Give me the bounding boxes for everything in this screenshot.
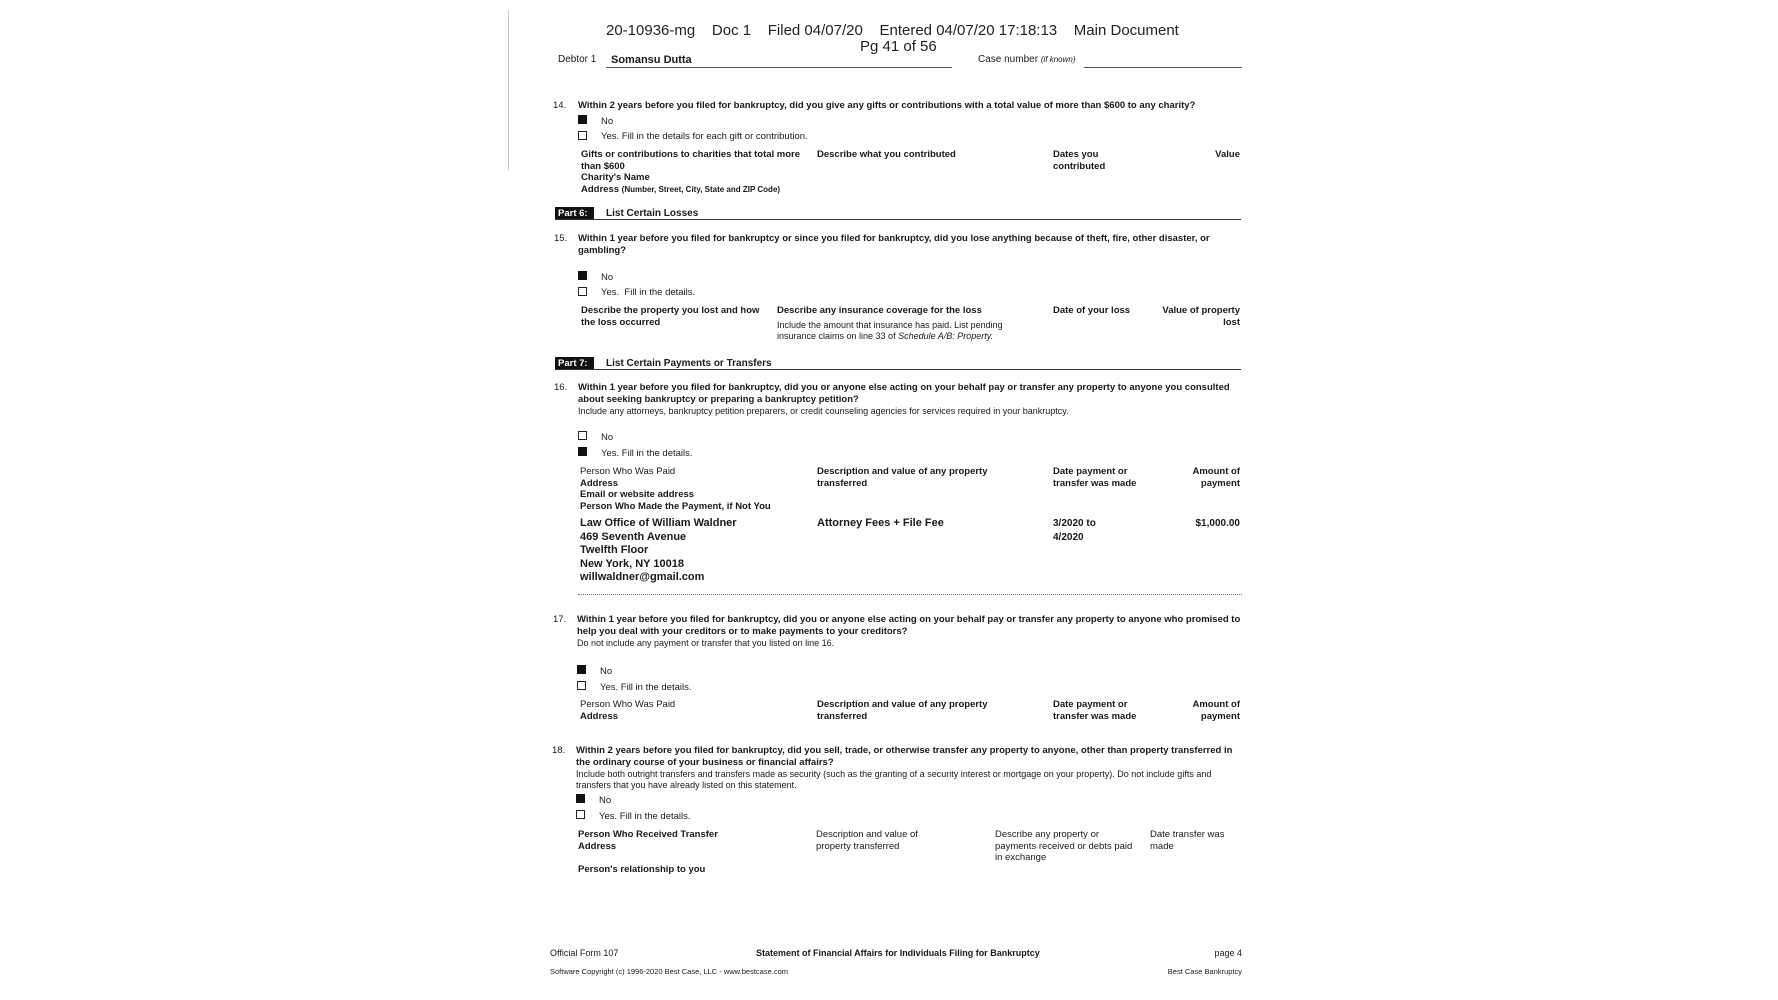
q15-yes-label: Yes. Fill in the details. (601, 287, 696, 298)
q17-number: 17. (553, 614, 567, 625)
q18-yes-label: Yes. Fill in the details. (599, 811, 691, 822)
q15-number: 15. (554, 233, 568, 244)
q17-col-date: Date payment or transfer was made (1053, 699, 1137, 722)
q14-no-checkbox[interactable] (578, 115, 587, 124)
q15-col-property: Describe the property you lost and how the loss occurred (581, 305, 760, 328)
q16-question: Within 1 year before you filed for bankruptcy, did you or anyone else acting on your behalf pay or transfer any property to anyone you consulted about seeking bankruptcy or preparing a bankruptcy petition? (578, 382, 1230, 405)
part6-tag: Part 6: (555, 207, 594, 220)
q16-entry-address-3: New York, NY 10018 (580, 557, 684, 570)
q18-no-checkbox[interactable] (576, 794, 585, 803)
q15-question: Within 1 year before you filed for bankruptcy or since you filed for bankruptcy, did you lose anything because of theft, fire, other disaster, or gambling? (578, 233, 1210, 256)
footer-page-number: page 4 (1214, 948, 1242, 958)
q16-number: 16. (554, 382, 568, 393)
q18-col-relationship: Person's relationship to you (578, 864, 706, 875)
q14-yes-checkbox[interactable] (578, 131, 587, 140)
q15-col-insurance-note: Include the amount that insurance has paid. List pending insurance claims on line 33 of Schedule A/B: Property. (777, 319, 1003, 341)
q16-col-date: Date payment or transfer was made (1053, 466, 1137, 489)
q18-no-label: No (599, 795, 612, 806)
q16-entry-date-1: 3/2020 to (1053, 518, 1096, 529)
q17-note: Do not include any payment or transfer that you listed on line 16. (577, 638, 835, 648)
footer-copyright: Software Copyright (c) 1996-2020 Best Case, LLC - www.bestcase.com (550, 967, 789, 976)
q16-col-email: Email or website address (580, 489, 695, 500)
q18-question: Within 2 years before you filed for bankruptcy, did you sell, trade, or otherwise transfer any property to anyone, other than property transferred in the ordinary course of your business or financial affairs? (576, 745, 1233, 768)
q18-col-received: Person Who Received Transfer (578, 829, 718, 840)
q16-entry-address-2: Twelfth Floor (580, 544, 649, 556)
q14-number: 14. (553, 100, 567, 111)
q16-separator (578, 594, 1242, 595)
q14-col-charity-name: Charity's Name (581, 172, 650, 183)
q14-no-label: No (601, 116, 614, 127)
court-header-line: 20-10936-mg Doc 1 Filed 04/07/20 Entered 04/07/20 17:18:13 Main Document (606, 22, 1179, 39)
q14-col-dates: Dates you contributed (1053, 149, 1106, 172)
footer-brand: Best Case Bankruptcy (1167, 967, 1242, 976)
q16-col-address: Address (580, 477, 619, 489)
part7-rule (555, 369, 1241, 370)
q16-note: Include any attorneys, bankruptcy petition preparers, or credit counseling agencies for services required in your bankruptcy. (578, 406, 1069, 416)
q18-col-address: Address (578, 840, 617, 852)
q18-number: 18. (552, 745, 566, 756)
q17-yes-checkbox[interactable] (577, 681, 586, 690)
q16-entry-person (580, 517, 800, 585)
q15-col-insurance (777, 305, 1032, 342)
q16-entry-name: Law Office of William Waldner (580, 517, 737, 529)
part7-title: List Certain Payments or Transfers (606, 358, 772, 369)
q18-yes-checkbox[interactable] (576, 810, 585, 819)
q17-col-person-paid: Person Who Was Paid (580, 699, 676, 710)
q16-col-description: Description and value of any property transferred (817, 466, 988, 489)
q15-col-value: Value of property lost (1162, 305, 1240, 328)
q14-question: Within 2 years before you filed for bankruptcy, did you give any gifts or contributions with a total value of more than $600 to any charity? (578, 100, 1196, 111)
q16-entry-amount: $1,000.00 (1195, 518, 1240, 529)
q17-col-amount: Amount of payment (1192, 699, 1240, 722)
q17-question: Within 1 year before you filed for bankruptcy, did you or anyone else acting on your behalf pay or transfer any property to anyone who promised to help you deal with your creditors or to make payments to your creditors? (577, 614, 1241, 637)
q18-col-description: Description and value of property transferred (816, 829, 918, 852)
q17-col-description: Description and value of any property transferred (817, 699, 988, 722)
q16-no-label: No (601, 432, 614, 443)
case-number-underline (1084, 67, 1242, 68)
part6-rule (555, 219, 1241, 220)
q15-no-label: No (601, 272, 614, 283)
q17-col-person (580, 699, 800, 722)
q14-col-describe: Describe what you contributed (817, 149, 956, 160)
q18-col-date: Date transfer was made (1150, 829, 1225, 852)
case-number-label: Case number (if known) (978, 54, 1076, 65)
q16-yes-checkbox[interactable] (578, 447, 587, 456)
q16-col-made-payment: Person Who Made the Payment, if Not You (580, 500, 771, 512)
q18-col-person (578, 829, 798, 876)
q16-yes-label: Yes. Fill in the details. (601, 448, 693, 459)
debtor-label: Debtor 1 (558, 54, 597, 65)
q15-col-date: Date of your loss (1053, 305, 1131, 316)
q14-col-charity (581, 149, 801, 195)
q16-entry-description: Attorney Fees + File Fee (817, 517, 944, 529)
q17-no-checkbox[interactable] (577, 665, 586, 674)
q16-entry-address-1: 469 Seventh Avenue (580, 530, 687, 543)
debtor-name: Somansu Dutta (611, 54, 692, 66)
q16-entry-email: willwaldner@gmail.com (580, 571, 705, 583)
q16-col-person (580, 466, 800, 512)
part6-title: List Certain Losses (606, 208, 699, 219)
q16-col-amount: Amount of payment (1192, 466, 1240, 489)
page-count: Pg 41 of 56 (860, 38, 937, 55)
q15-no-checkbox[interactable] (578, 271, 587, 280)
q16-no-checkbox[interactable] (578, 431, 587, 440)
q16-entry-date (1053, 517, 1096, 544)
debtor-name-underline (606, 67, 952, 68)
q17-col-address: Address (580, 710, 619, 722)
q15-col-insurance-title: Describe any insurance coverage for the loss (777, 305, 982, 316)
q17-yes-label: Yes. Fill in the details. (600, 682, 692, 693)
q14-col-value: Value (1215, 149, 1240, 160)
q18-col-exchange: Describe any property or payments received or debts paid in exchange (995, 829, 1133, 863)
q17-no-label: No (600, 666, 613, 677)
q16-col-person-paid: Person Who Was Paid (580, 466, 676, 477)
footer-form-title: Statement of Financial Affairs for Individuals Filing for Bankruptcy (756, 948, 1040, 958)
q18-note: Include both outright transfers and transfers made as security (such as the granting of a security interest or mortgage on your property). Do not include gifts and transfers that you have already listed on this statement. (576, 769, 1212, 790)
q16-entry-date-2: 4/2020 (1053, 531, 1084, 543)
q14-yes-label: Yes. Fill in the details for each gift or contribution. (601, 131, 808, 142)
footer-form-number: Official Form 107 (550, 948, 619, 958)
part7-tag: Part 7: (555, 357, 594, 370)
scan-edge-line (508, 10, 509, 170)
q14-col-charity-title: Gifts or contributions to charities that total more than $600 (581, 149, 801, 172)
q15-yes-checkbox[interactable] (578, 287, 587, 296)
q14-col-charity-address: Address (Number, Street, City, State and ZIP Code) (581, 183, 781, 195)
